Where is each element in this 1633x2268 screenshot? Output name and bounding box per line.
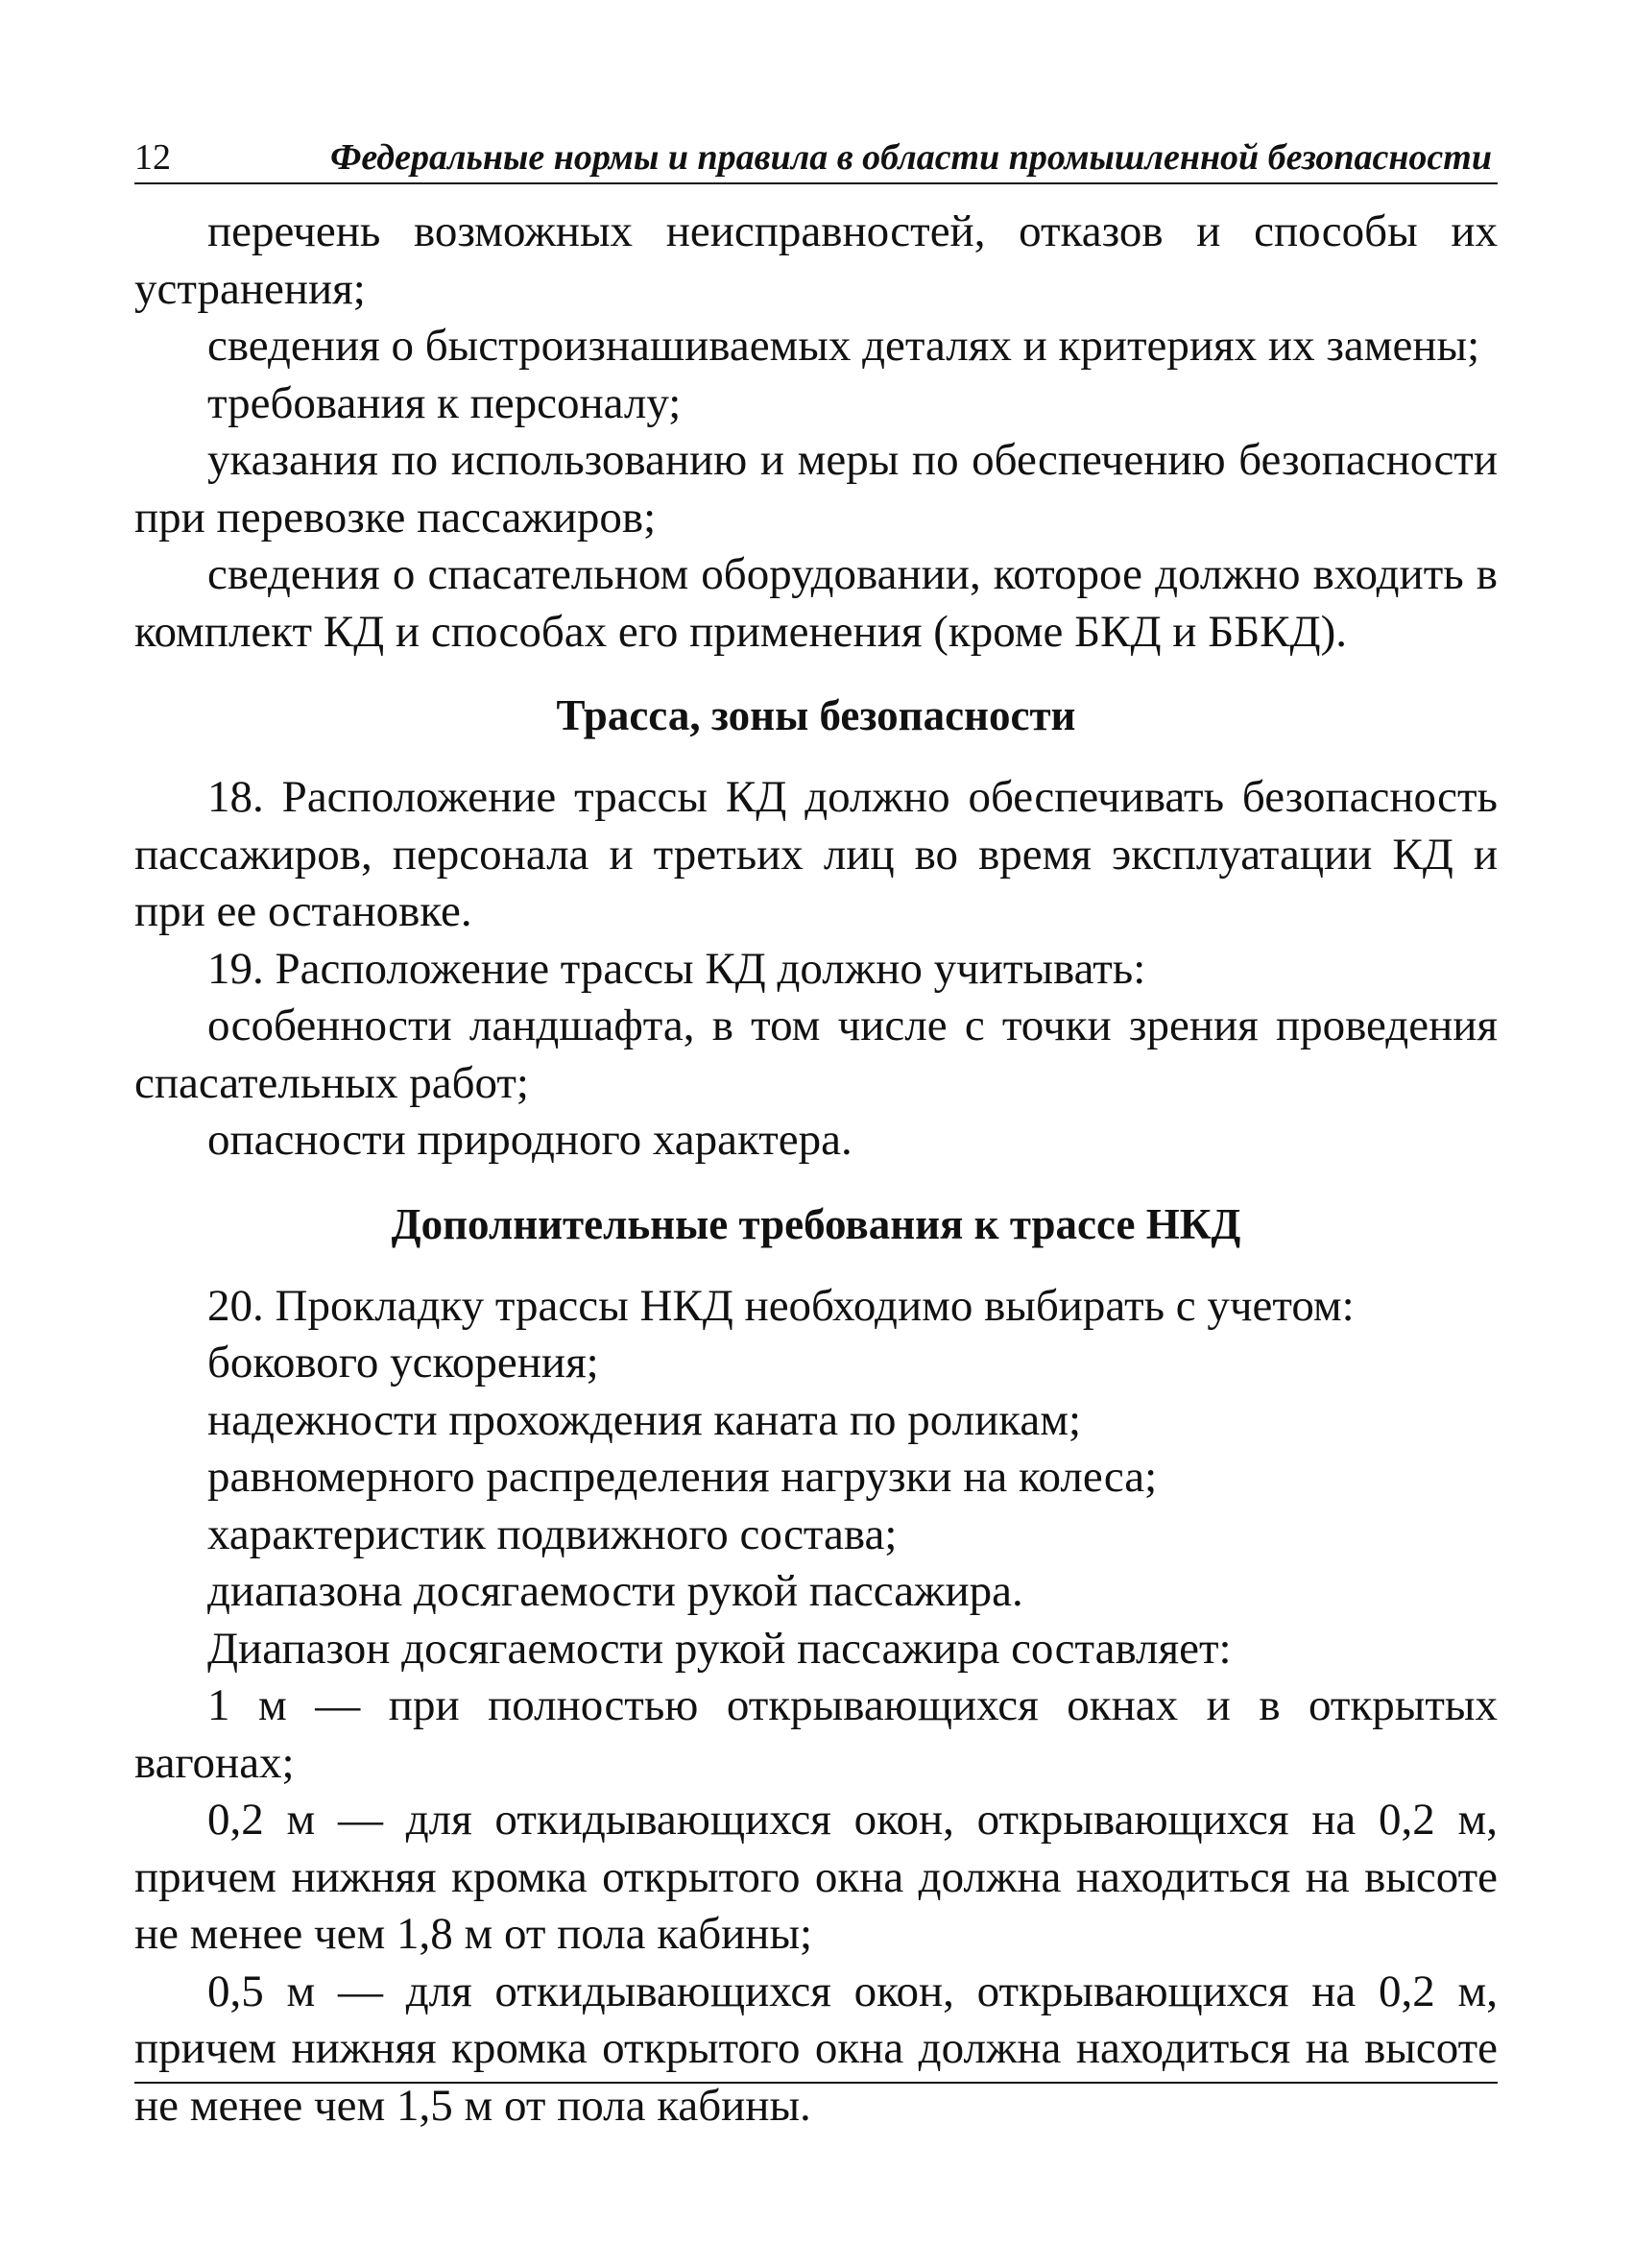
paragraph: 18. Расположение трассы КД должно обеспечивать безопасность пассажиров, персонала и третьих лиц во время эксплуатации КД и при ее остановке. bbox=[134, 772, 1498, 936]
page-number: 12 bbox=[134, 137, 171, 178]
paragraph: равномерного распределения нагрузки на колеса; bbox=[207, 1452, 1158, 1502]
paragraph: бокового ускорения; bbox=[207, 1338, 599, 1387]
text-body bbox=[134, 204, 1498, 2135]
paragraph: Диапазон досягаемости рукой пассажира составляет: bbox=[207, 1623, 1232, 1674]
paragraph: характеристик подвижного состава; bbox=[207, 1508, 898, 1559]
paragraph: сведения о быстроизнашиваемых деталях и критериях их замены; bbox=[207, 321, 1480, 371]
paragraph: 20. Прокладку трассы НКД необходимо выбирать с учетом: bbox=[207, 1280, 1355, 1331]
paragraph: опасности природного характера. bbox=[207, 1115, 853, 1165]
footer-rule bbox=[134, 2082, 1498, 2084]
paragraph: надежности прохождения каната по роликам; bbox=[207, 1394, 1082, 1445]
page-header bbox=[134, 133, 1498, 184]
paragraph: 1 м — при полностью открывающихся окнах и в открытых вагонах; bbox=[134, 1680, 1498, 1788]
paragraph: 19. Расположение трассы КД должно учитывать: bbox=[207, 943, 1146, 994]
section-heading: Трасса, зоны безопасности bbox=[556, 691, 1076, 739]
paragraph: перечень возможных неисправностей, отказов и способы их устранения; bbox=[134, 206, 1498, 314]
paragraph: особенности ландшафта, в том числе с точки зрения проведения спасательных работ; bbox=[134, 1001, 1498, 1108]
paragraph: 0,5 м — для откидывающихся окон, открывающихся на 0,2 м, причем нижняя кромка открытого окна должна находиться на высоте не менее чем 1,5 м от пола кабины. bbox=[134, 1966, 1498, 2131]
paragraph: сведения о спасательном оборудовании, которое должно входить в комплект КД и способах его применения (кроме БКД и ББКД). bbox=[134, 549, 1498, 657]
paragraph: указания по использованию и меры по обеспечению безопасности при перевозке пассажиров; bbox=[134, 435, 1498, 543]
running-title: Федеральные нормы и правила в области промышленной безопасности bbox=[330, 137, 1492, 178]
paragraph: 0,2 м — для откидывающихся окон, открывающихся на 0,2 м, причем нижняя кромка открытого окна должна находиться на высоте не менее чем 1,8 м от пола кабины; bbox=[134, 1795, 1498, 1959]
paragraph: диапазона досягаемости рукой пассажира. bbox=[207, 1566, 1023, 1616]
paragraph: требования к персоналу; bbox=[207, 377, 682, 428]
section-heading: Дополнительные требования к трассе НКД bbox=[391, 1199, 1241, 1248]
